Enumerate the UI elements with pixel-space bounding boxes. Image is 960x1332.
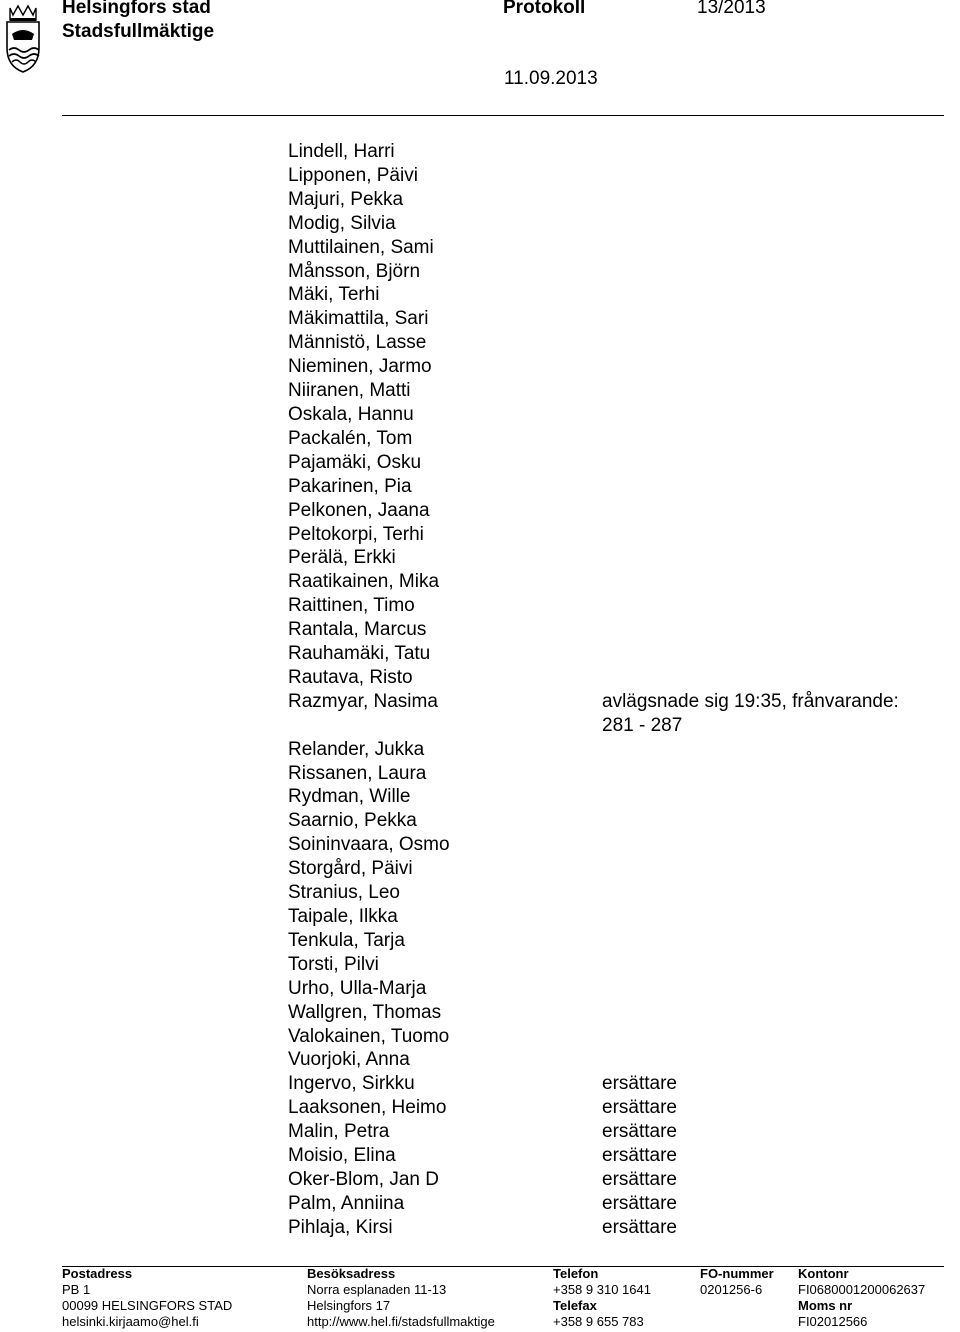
footer-phone xyxy=(553,1266,651,1330)
footer-url: http://www.hel.fi/stadsfullmaktige xyxy=(307,1314,495,1329)
attendee-row xyxy=(288,355,948,379)
attendee-row xyxy=(288,546,948,570)
attendee-row xyxy=(288,212,948,236)
attendee-name: Torsti, Pilvi xyxy=(288,953,379,975)
attendee-name: Raittinen, Timo xyxy=(288,595,415,617)
attendee-row xyxy=(288,475,948,499)
attendee-row xyxy=(288,1120,948,1144)
footer-text: FI0680001200062637 xyxy=(798,1282,926,1297)
attendee-name: Lindell, Harri xyxy=(288,141,395,162)
attendee-name: Rantala, Marcus xyxy=(288,619,427,641)
attendee-name: Mäki, Terhi xyxy=(288,284,380,306)
footer-business-id xyxy=(700,1266,774,1298)
attendee-name: Tenkula, Tarja xyxy=(288,929,405,951)
attendee-name: Oker-Blom, Jan D xyxy=(288,1168,439,1190)
footer-account xyxy=(798,1266,925,1330)
footer-visiting-address xyxy=(307,1266,495,1330)
attendee-row xyxy=(288,1144,948,1168)
attendee-name: Urho, Ulla-Marja xyxy=(288,977,427,999)
attendee-row xyxy=(288,857,948,881)
attendee-name: Storgård, Päivi xyxy=(288,858,413,880)
attendee-name: Malin, Petra xyxy=(288,1121,390,1143)
attendee-row xyxy=(288,642,948,666)
attendee-name: Rissanen, Laura xyxy=(288,762,427,784)
attendee-row xyxy=(288,164,948,188)
attendee-row xyxy=(288,1025,948,1049)
footer-email: helsinki.kirjaamo@hel.fi xyxy=(62,1314,199,1329)
attendee-row xyxy=(288,618,948,642)
attendee-row xyxy=(288,331,948,355)
attendee-row xyxy=(288,762,948,786)
attendee-note: ersättare xyxy=(602,1097,677,1119)
footer-heading: Moms nr xyxy=(798,1298,853,1313)
attendee-row xyxy=(288,307,948,331)
attendee-name: Raatikainen, Mika xyxy=(288,571,440,593)
attendee-name: Lipponen, Päivi xyxy=(288,164,418,186)
attendee-name: Taipale, Ilkka xyxy=(288,906,398,927)
attendee-row xyxy=(288,260,948,284)
footer-heading: FO-nummer xyxy=(700,1266,774,1281)
attendee-name: Valokainen, Tuomo xyxy=(288,1025,450,1047)
attendee-name: Razmyar, Nasima xyxy=(288,690,438,712)
attendee-note: ersättare xyxy=(602,1168,677,1190)
attendee-row xyxy=(288,1001,948,1025)
attendee-row xyxy=(288,283,948,307)
attendee-name: Mäkimattila, Sari xyxy=(288,308,429,330)
footer-text: FI02012566 xyxy=(798,1314,868,1329)
footer-heading: Telefax xyxy=(553,1298,597,1313)
meeting-date: 11.09.2013 xyxy=(504,68,598,89)
footer-text: Helsingfors 17 xyxy=(307,1298,391,1313)
attendee-name: Majuri, Pekka xyxy=(288,188,404,210)
attendee-row xyxy=(288,881,948,905)
attendee-name: Rautava, Risto xyxy=(288,666,413,688)
attendee-note: avlägsnade sig 19:35, frånvarande: 281 - 287 xyxy=(602,690,899,736)
footer-heading: Kontonr xyxy=(798,1266,849,1281)
attendee-row xyxy=(288,833,948,857)
attendee-name: Pelkonen, Jaana xyxy=(288,499,430,521)
attendee-row xyxy=(288,451,948,475)
footer-text: +358 9 655 783 xyxy=(553,1314,644,1329)
footer-text: 00099 HELSINGFORS STAD xyxy=(62,1298,233,1313)
attendee-row xyxy=(288,499,948,523)
attendee-row xyxy=(288,1216,948,1240)
attendee-name: Vuorjoki, Anna xyxy=(288,1049,410,1071)
attendee-row xyxy=(288,594,948,618)
helsinki-coat-of-arms-icon xyxy=(2,2,44,74)
attendee-row xyxy=(288,690,948,738)
attendee-row xyxy=(288,953,948,977)
footer-heading: Telefon xyxy=(553,1266,599,1281)
attendee-row xyxy=(288,1096,948,1120)
attendee-note: ersättare xyxy=(602,1073,677,1095)
footer-heading: Besöksadress xyxy=(307,1266,396,1281)
attendee-row xyxy=(288,666,948,690)
attendee-name: Pakarinen, Pia xyxy=(288,475,412,497)
footer-text: Norra esplanaden 11-13 xyxy=(307,1282,447,1297)
attendee-row xyxy=(288,236,948,260)
attendee-row xyxy=(288,379,948,403)
attendee-row xyxy=(288,905,948,929)
attendee-name: Oskala, Hannu xyxy=(288,403,414,425)
attendee-row xyxy=(288,1168,948,1192)
attendee-name: Månsson, Björn xyxy=(288,260,421,282)
attendee-note: ersättare xyxy=(602,1121,677,1143)
attendee-row xyxy=(288,809,948,833)
footer-text: PB 1 xyxy=(62,1282,91,1297)
organization-name: Helsingfors stad xyxy=(62,0,211,18)
attendee-name: Laaksonen, Heimo xyxy=(288,1097,447,1119)
attendee-name: Pihlaja, Kirsi xyxy=(288,1216,393,1238)
attendee-name: Relander, Jukka xyxy=(288,738,425,760)
attendee-name: Saarnio, Pekka xyxy=(288,810,417,832)
council-name: Stadsfullmäktige xyxy=(62,21,215,42)
attendee-name: Pajamäki, Osku xyxy=(288,451,422,473)
footer-text: +358 9 310 1641 xyxy=(553,1282,651,1297)
attendee-name: Palm, Anniina xyxy=(288,1192,405,1214)
attendee-row xyxy=(288,977,948,1001)
attendee-name: Perälä, Erkki xyxy=(288,547,396,569)
attendee-list xyxy=(288,140,948,1240)
attendee-row xyxy=(288,738,948,762)
attendee-name: Peltokorpi, Terhi xyxy=(288,523,424,545)
attendee-name: Nieminen, Jarmo xyxy=(288,356,432,378)
attendee-name: Muttilainen, Sami xyxy=(288,236,434,258)
attendee-name: Niiranen, Matti xyxy=(288,380,411,402)
footer-text: 0201256-6 xyxy=(700,1282,763,1297)
attendee-name: Ingervo, Sirkku xyxy=(288,1073,415,1095)
attendee-name: Männistö, Lasse xyxy=(288,332,427,354)
attendee-note: ersättare xyxy=(602,1192,677,1214)
attendee-row xyxy=(288,427,948,451)
document-number: 13/2013 xyxy=(697,0,766,18)
attendee-row xyxy=(288,785,948,809)
attendee-note: ersättare xyxy=(602,1216,677,1238)
attendee-name: Wallgren, Thomas xyxy=(288,1001,442,1023)
header-divider xyxy=(62,115,944,116)
attendee-name: Rydman, Wille xyxy=(288,786,411,808)
attendee-row xyxy=(288,1048,948,1072)
attendee-name: Moisio, Elina xyxy=(288,1145,396,1167)
footer-postal-address xyxy=(62,1266,232,1330)
attendee-note: ersättare xyxy=(602,1145,677,1167)
document-type: Protokoll xyxy=(503,0,586,18)
attendee-row xyxy=(288,1192,948,1216)
attendee-row xyxy=(288,570,948,594)
attendee-name: Soininvaara, Osmo xyxy=(288,834,450,856)
attendee-row xyxy=(288,929,948,953)
attendee-name: Modig, Silvia xyxy=(288,212,396,234)
attendee-row xyxy=(288,188,948,212)
footer-heading: Postadress xyxy=(62,1266,133,1281)
attendee-row xyxy=(288,403,948,427)
attendee-name: Stranius, Leo xyxy=(288,882,400,904)
attendee-row xyxy=(288,1072,948,1096)
attendee-row xyxy=(288,523,948,547)
attendee-row xyxy=(288,140,948,164)
attendee-name: Packalén, Tom xyxy=(288,427,413,449)
attendee-name: Rauhamäki, Tatu xyxy=(288,643,431,665)
